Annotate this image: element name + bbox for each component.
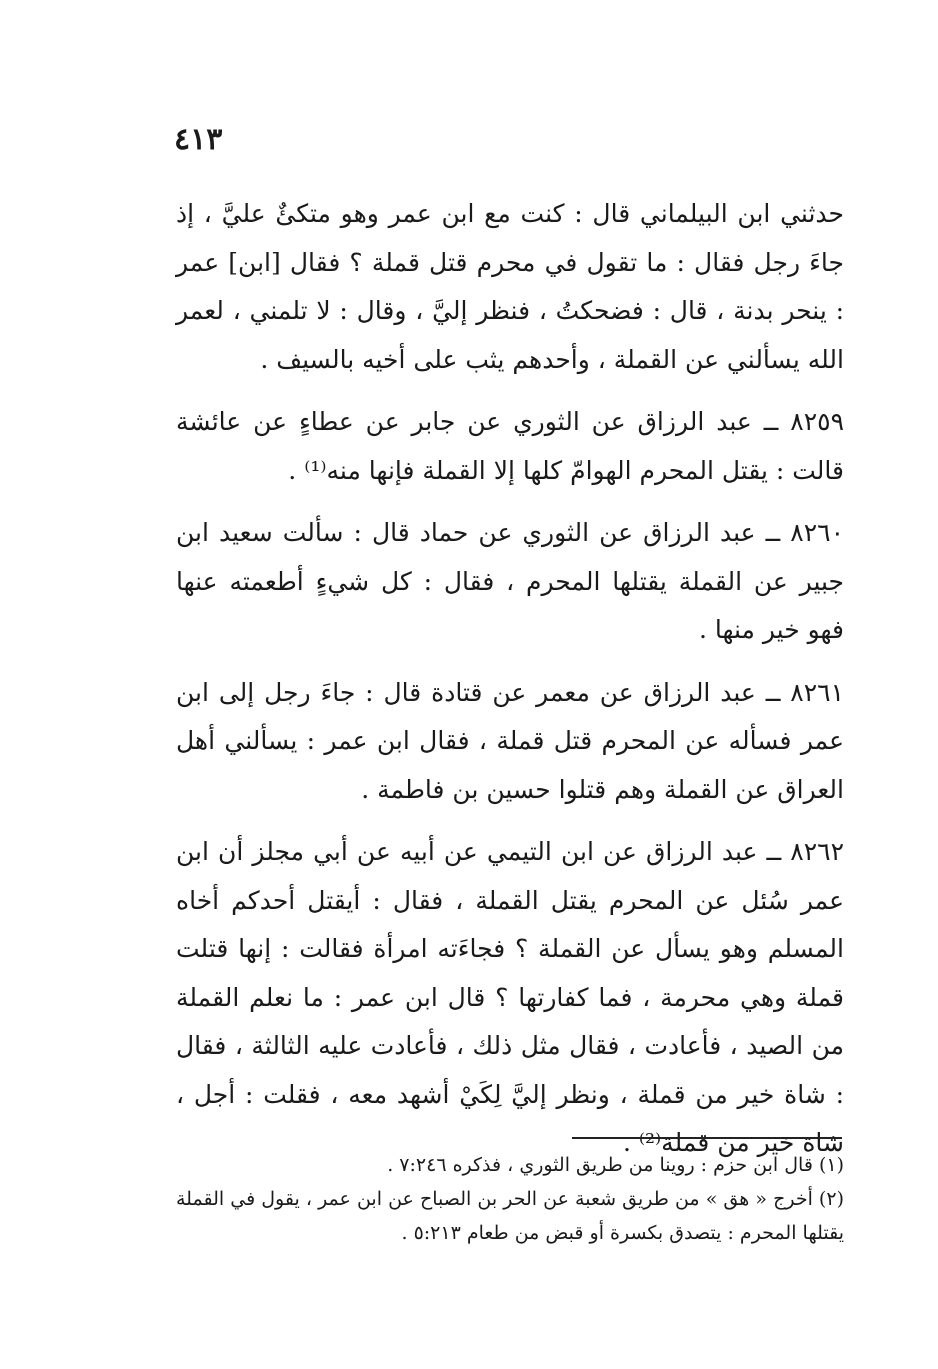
page-number: ٤١٣ bbox=[174, 122, 223, 157]
hadith-8262: ٨٢٦٢ ــ عبد الرزاق عن ابن التيمي عن أبيه عن أبي مجلز أن ابن عمر سُئل عن المحرم يقتل القملة ، فقال : أيقتل أحدكم أخاه المسلم وهو يسأل عن القملة ؟ فجاءَته امرأة فقالت : إنها قتلت قملة وهي محرمة ، فما كفارتها ؟ قال ابن عمر : ما نعلم القملة من الصيد ، فأعادت ، فقال مثل ذلك ، فأعادت عليه الثالثة ، فقال : شاة خير من قملة ، ونظر إليَّ لِكَيْ أشهد معه ، فقلت : أجل ، شاة خير من قملة⁽²⁾ . bbox=[176, 837, 844, 1157]
footnotes bbox=[176, 1148, 844, 1250]
hadith-8259: ٨٢٥٩ ــ عبد الرزاق عن الثوري عن جابر عن عطاءٍ عن عائشة قالت : يقتل المحرم الهوامّ كلها إلا القملة فإنها منه⁽¹⁾ . bbox=[176, 407, 844, 485]
hadith-8260: ٨٢٦٠ ــ عبد الرزاق عن الثوري عن حماد قال : سألت سعيد ابن جبير عن القملة يقتلها المحرم ، فقال : كل شيءٍ أطعمته عنها فهو خير منها . bbox=[176, 518, 844, 644]
footnote-divider bbox=[572, 1137, 842, 1139]
footnote-1: (١) قال ابن حزم : روينا من طريق الثوري ، فذكره ٧:٢٤٦ . bbox=[387, 1154, 844, 1176]
main-text bbox=[176, 190, 844, 1168]
paragraph-intro: حدثني ابن البيلماني قال : كنت مع ابن عمر وهو متكئٌ عليَّ ، إذ جاءَ رجل فقال : ما تقول في محرم قتل قملة ؟ فقال [ابن] عمر : ينحر بدنة ، قال : فضحكتُ ، فنظر إليَّ ، وقال : لا تلمني ، لعمر الله يسألني عن القملة ، وأحدهم يثب على أخيه بالسيف . bbox=[176, 199, 844, 374]
hadith-8261: ٨٢٦١ ــ عبد الرزاق عن معمر عن قتادة قال : جاءَ رجل إلى ابن عمر فسأله عن المحرم قتل قملة ، فقال ابن عمر : يسألني أهل العراق عن القملة وهم قتلوا حسين بن فاطمة . bbox=[176, 677, 844, 804]
footnote-2: (٢) أخرج « هق » من طريق شعبة عن الحر بن الصباح عن ابن عمر ، يقول في القملة يقتلها المحرم : يتصدق بكسرة أو قبض من طعام ٥:٢١٣ . bbox=[176, 1188, 844, 1244]
